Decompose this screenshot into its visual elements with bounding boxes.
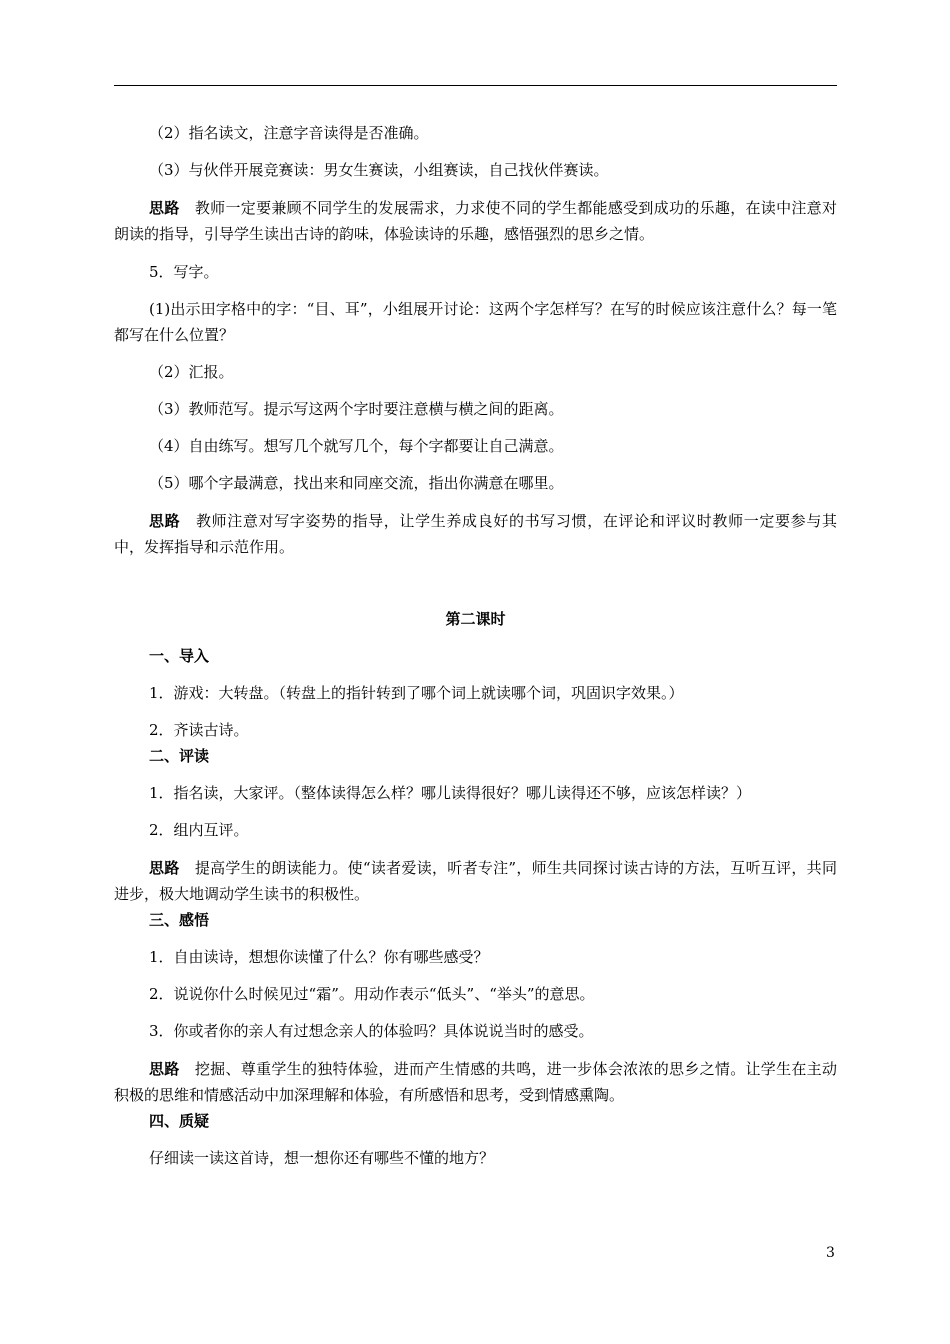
section-heading-evaluate: 二、评读 — [149, 747, 210, 765]
feel-item-2: 2．说说你什么时候见过“霜”。用动作表示“低头”、“举头”的意思。 — [149, 985, 595, 1003]
paragraph-read-by-name: （2）指名读文，注意字音读得是否准确。 — [149, 124, 429, 142]
evaluate-item-2: 2．组内互评。 — [149, 821, 249, 839]
intro-item-1: 1．游戏：大转盘。（转盘上的指针转到了哪个词上就读哪个词，巩固识字效果。） — [149, 684, 684, 702]
silu-label: 思路 — [149, 512, 181, 530]
writing-item-4: （4）自由练写。想写几个就写几个，每个字都要让自己满意。 — [149, 437, 564, 455]
header-rule — [114, 85, 837, 86]
writing-item-5: （5）哪个字最满意，找出来和同座交流，指出你满意在哪里。 — [149, 474, 564, 492]
silu-paragraph-4 — [114, 1056, 837, 1108]
silu-text: 提高学生的朗读能力。使“读者爱读，听者专注”，师生共同探讨读古诗的方法，互听互评，共同进步，极大地调动学生读书的积极性。 — [114, 859, 837, 903]
silu-paragraph-3 — [114, 855, 837, 907]
writing-item-1: (1)出示田字格中的字：“目、耳”，小组展开讨论：这两个字怎样写？在写的时候应该注意什么？每一笔都写在什么位置？ — [114, 300, 837, 344]
page-number: 3 — [826, 1245, 835, 1261]
feel-item-1: 1．自由读诗，想想你读懂了什么？你有哪些感受？ — [149, 948, 489, 966]
silu-label: 思路 — [149, 859, 180, 877]
lesson-title: 第二课时 — [445, 610, 506, 628]
section-heading-intro: 一、导入 — [149, 647, 210, 665]
document-body — [114, 110, 837, 1171]
paragraph-competition-read: （3）与伙伴开展竞赛读：男女生赛读，小组赛读，自己找伙伴赛读。 — [149, 161, 609, 179]
step-writing: 5．写字。 — [149, 263, 219, 281]
section-heading-feel: 三、感悟 — [149, 911, 210, 929]
silu-text: 教师注意对写字姿势的指导，让学生养成良好的书写习惯，在评论和评议时教师一定要参与其中，发挥指导和示范作用。 — [114, 512, 837, 556]
silu-label: 思路 — [149, 1060, 180, 1078]
writing-item-2: （2）汇报。 — [149, 363, 234, 381]
question-text: 仔细读一读这首诗，想一想你还有哪些不懂的地方？ — [149, 1149, 495, 1167]
silu-text: 挖掘、尊重学生的独特体验，进而产生情感的共鸣，进一步体会浓浓的思乡之情。让学生在主动积极的思维和情感活动中加深理解和体验，有所感悟和思考，受到情感熏陶。 — [114, 1060, 837, 1104]
silu-label: 思路 — [149, 199, 180, 217]
section-heading-question: 四、质疑 — [149, 1112, 210, 1130]
intro-item-2: 2．齐读古诗。 — [149, 721, 249, 739]
feel-item-3: 3．你或者你的亲人有过想念亲人的体验吗？具体说说当时的感受。 — [149, 1022, 594, 1040]
evaluate-item-1: 1．指名读，大家评。（整体读得怎么样？哪儿读得很好？哪儿读得还不够，应该怎样读？） — [149, 784, 752, 802]
writing-item-3: （3）教师范写。提示写这两个字时要注意横与横之间的距离。 — [149, 400, 564, 418]
silu-text: 教师一定要兼顾不同学生的发展需求，力求使不同的学生都能感受到成功的乐趣，在读中注意对朗读的指导，引导学生读出古诗的韵味，体验读诗的乐趣，感悟强烈的思乡之情。 — [114, 199, 837, 243]
silu-paragraph-1 — [114, 195, 837, 247]
silu-paragraph-2 — [114, 508, 837, 560]
